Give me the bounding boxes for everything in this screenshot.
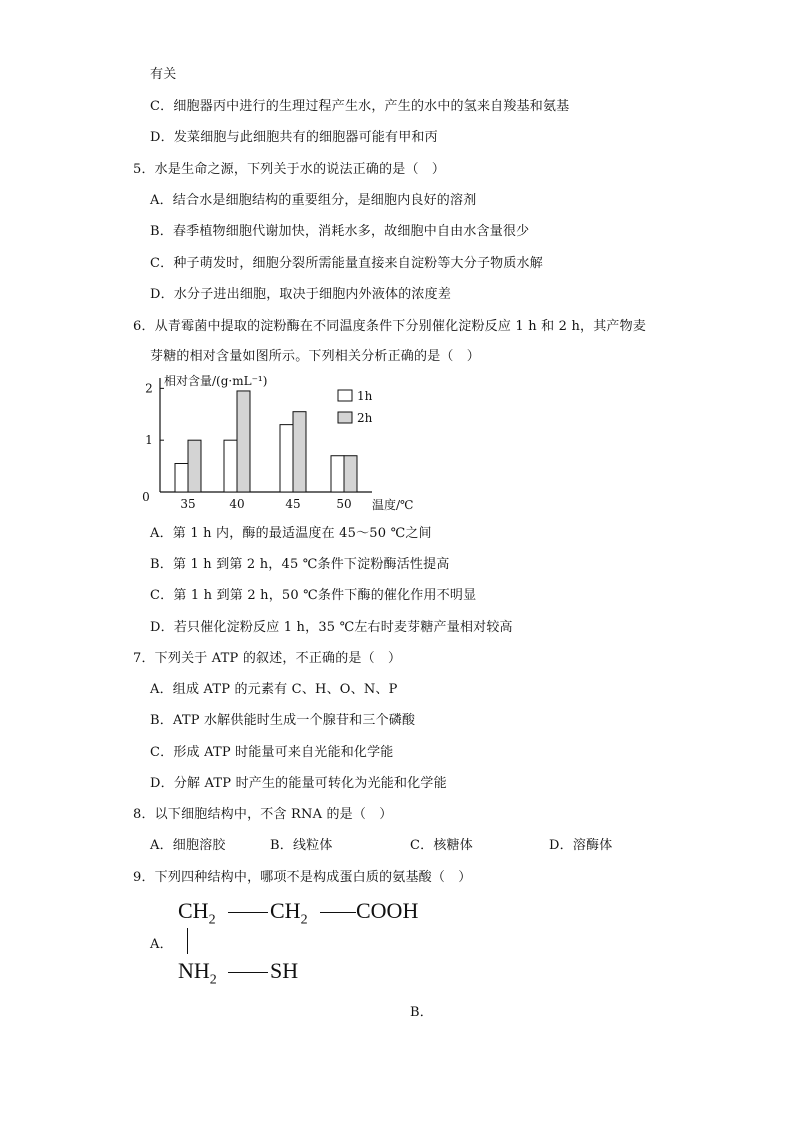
x-tick-label: 45 [285,497,301,511]
formula-nh2: $NH_2$ [178,958,217,988]
legend-swatch-2h [338,412,352,423]
y-axis-label: 相对含量/(g·mL⁻¹) [164,374,268,388]
x-axis-label: 温度/℃ [372,498,414,512]
legend-swatch-1h [338,390,352,401]
q8-stem: 8．以下细胞结构中，不含 RNA 的是（ ） [133,807,393,822]
formula-sh: SH [270,958,299,983]
q6-option-c: C．第 1 h 到第 2 h，50 ℃条件下酶的催化作用不明显 [150,588,477,603]
y-tick-label: 2 [145,381,153,396]
q9-stem: 9．下列四种结构中，哪项不是构成蛋白质的氨基酸（ ） [133,870,472,885]
bar-2h-50 [344,456,357,492]
q7-option-c: C．形成 ATP 时能量可来自光能和化学能 [150,745,394,760]
bar-1h-50 [331,456,344,492]
q6-stem-line2: 芽糖的相对含量如图所示。下列相关分析正确的是（ ） [150,349,481,364]
bar-2h-40 [237,391,250,492]
y-tick-label: 0 [142,490,150,504]
bar-2h-35 [188,440,201,492]
q5-stem: 5．水是生命之源，下列关于水的说法正确的是（ ） [133,162,446,177]
formula-bond-1 [228,912,268,913]
continuation-text: 有关 [150,67,177,82]
q6-option-d: D．若只催化淀粉反应 1 h，35 ℃左右时麦芽糖产量相对较高 [150,620,513,635]
q9-option-b-label: B． [410,1005,433,1020]
q4-option-c: C．细胞器丙中进行的生理过程产生水，产生的水中的氢来自羧基和氨基 [150,99,570,114]
formula-ch2-second: $CH_2$ [270,898,308,928]
formula-cooh: COOH [356,898,419,923]
q8-option-c: C．核糖体 [410,838,473,853]
formula-bond-vertical [187,928,188,954]
q8-option-a: A．细胞溶胶 [150,838,226,853]
formula-bond-2 [320,912,356,913]
chart-bars [175,391,357,492]
q7-option-b: B．ATP 水解供能时生成一个腺苷和三个磷酸 [150,713,416,728]
q7-option-a: A．组成 ATP 的元素有 C、H、O、N、P [150,682,398,697]
formula-bond-3 [228,972,268,973]
q5-option-c: C．种子萌发时，细胞分裂所需能量直接来自淀粉等大分子物质水解 [150,256,543,271]
x-tick-label: 40 [229,497,245,511]
formula-ch2-first: $CH_2$ [178,898,216,928]
legend-label-1h: 1h [357,389,373,403]
bar-1h-45 [280,425,293,492]
q7-option-d: D．分解 ATP 时产生的能量可转化为光能和化学能 [150,776,447,791]
q4-option-d: D．发菜细胞与此细胞共有的细胞器可能有甲和丙 [150,130,438,145]
q8-option-d: D．溶酶体 [549,838,613,853]
q9-option-a-label: A． [150,937,173,952]
x-tick-label: 50 [336,497,352,511]
y-tick-label: 1 [145,433,153,448]
bar-2h-45 [293,412,306,492]
q5-option-a: A．结合水是细胞结构的重要组分，是细胞内良好的溶剂 [150,193,477,208]
bar-1h-35 [175,464,188,493]
enzyme-bar-chart [140,372,440,512]
q6-stem-line1: 6．从青霉菌中提取的淀粉酶在不同温度条件下分别催化淀粉反应 1 h 和 2 h，其产物麦 [133,319,647,334]
chart-legend [338,389,373,425]
q6-option-a: A．第 1 h 内，酶的最适温度在 45～50 ℃之间 [150,526,432,541]
q8-option-b: B．线粒体 [270,838,333,853]
q6-option-b: B．第 1 h 到第 2 h，45 ℃条件下淀粉酶活性提高 [150,557,450,572]
bar-1h-40 [224,440,237,492]
q5-option-b: B．春季植物细胞代谢加快，消耗水多，故细胞中自由水含量很少 [150,224,530,239]
legend-label-2h: 2h [357,411,373,425]
q5-option-d: D．水分子进出细胞，取决于细胞内外液体的浓度差 [150,287,452,302]
x-tick-label: 35 [180,497,196,511]
q7-stem: 7．下列关于 ATP 的叙述，不正确的是（ ） [133,651,402,666]
